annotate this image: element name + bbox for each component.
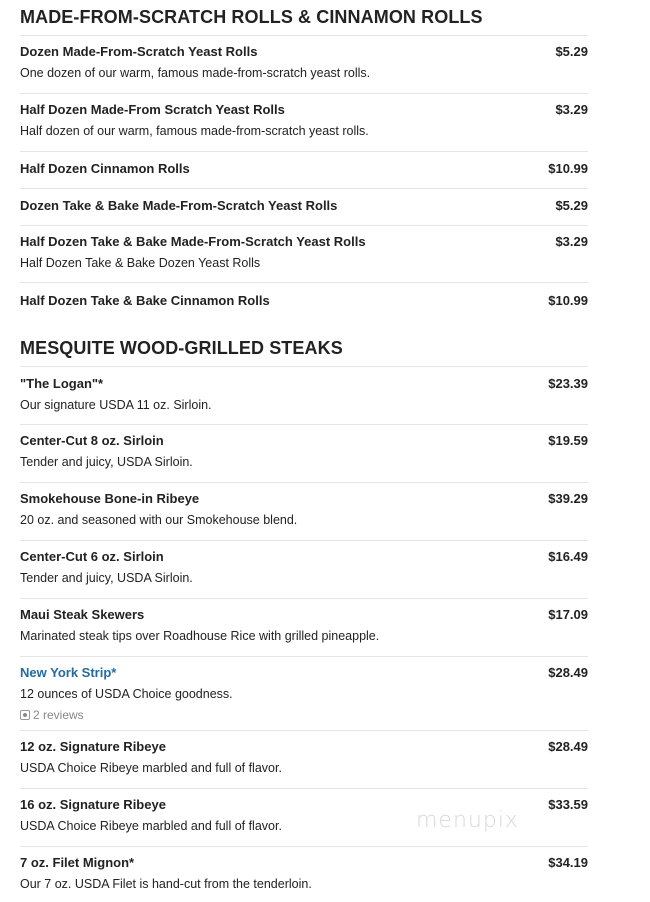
- menu-item: [20, 188, 588, 225]
- item-price: $39.29: [548, 491, 588, 506]
- item-description: 12 ounces of USDA Choice goodness.: [20, 687, 233, 701]
- item-name-link[interactable]: New York Strip*: [20, 665, 117, 680]
- item-price: $28.49: [548, 665, 588, 680]
- menu-item: [20, 93, 588, 151]
- item-price: $3.29: [555, 234, 588, 249]
- reviews-link[interactable]: [20, 708, 588, 722]
- menu-item: [20, 540, 588, 598]
- review-icon: [20, 710, 30, 720]
- item-name: Maui Steak Skewers: [20, 607, 145, 622]
- menu-item: [20, 846, 588, 896]
- item-name: 12 oz. Signature Ribeye: [20, 739, 166, 754]
- menu-item: [20, 151, 588, 188]
- item-description: Our signature USDA 11 oz. Sirloin.: [20, 398, 212, 412]
- item-name: Half Dozen Take & Bake Cinnamon Rolls: [20, 293, 270, 308]
- item-name: Center-Cut 8 oz. Sirloin: [20, 433, 164, 448]
- item-name: Dozen Take & Bake Made-From-Scratch Yeast Rolls: [20, 198, 338, 213]
- item-price: $17.09: [548, 607, 588, 622]
- item-name: Center-Cut 6 oz. Sirloin: [20, 549, 164, 564]
- item-price: $5.29: [555, 44, 588, 59]
- item-description: USDA Choice Ribeye marbled and full of flavor.: [20, 819, 282, 833]
- item-name: Dozen Made-From-Scratch Yeast Rolls: [20, 44, 258, 59]
- item-description: Tender and juicy, USDA Sirloin.: [20, 571, 193, 585]
- item-price: $19.59: [548, 433, 588, 448]
- item-price: $10.99: [548, 161, 588, 176]
- menu: [20, 0, 588, 896]
- item-name: Smokehouse Bone-in Ribeye: [20, 491, 200, 506]
- menu-item: [20, 656, 588, 730]
- watermark: menupix: [416, 808, 519, 833]
- item-price: $16.49: [548, 549, 588, 564]
- menu-item: [20, 598, 588, 656]
- item-description: One dozen of our warm, famous made-from-scratch yeast rolls.: [20, 66, 371, 80]
- item-price: $33.59: [548, 797, 588, 812]
- item-price: $28.49: [548, 739, 588, 754]
- item-name: "The Logan"*: [20, 376, 104, 391]
- section-title: MESQUITE WOOD-GRILLED STEAKS: [20, 338, 343, 358]
- item-description: Marinated steak tips over Roadhouse Rice with grilled pineapple.: [20, 629, 380, 643]
- menu-item: [20, 482, 588, 540]
- item-price: $23.39: [548, 376, 588, 391]
- menu-item: [20, 366, 588, 424]
- item-name: Half Dozen Take & Bake Made-From-Scratch Yeast Rolls: [20, 234, 366, 249]
- item-description: 20 oz. and seasoned with our Smokehouse blend.: [20, 513, 298, 527]
- item-price: $34.19: [548, 855, 588, 870]
- reviews-count: 2 reviews: [33, 708, 84, 722]
- item-name: 16 oz. Signature Ribeye: [20, 797, 166, 812]
- menu-item: [20, 730, 588, 788]
- item-description: Half dozen of our warm, famous made-from-scratch yeast rolls.: [20, 124, 369, 138]
- item-name: 7 oz. Filet Mignon*: [20, 855, 135, 870]
- menu-item: [20, 225, 588, 282]
- item-description: USDA Choice Ribeye marbled and full of flavor.: [20, 761, 282, 775]
- section-gap: [20, 319, 588, 337]
- item-description: Tender and juicy, USDA Sirloin.: [20, 455, 193, 469]
- item-name: Half Dozen Made-From Scratch Yeast Rolls: [20, 102, 285, 117]
- item-name: Half Dozen Cinnamon Rolls: [20, 161, 190, 176]
- item-description: Half Dozen Take & Bake Dozen Yeast Rolls: [20, 256, 261, 270]
- menu-item: [20, 35, 588, 93]
- item-description: Our 7 oz. USDA Filet is hand-cut from the tenderloin.: [20, 877, 312, 891]
- item-price: $5.29: [555, 198, 588, 213]
- item-price: $10.99: [548, 293, 588, 308]
- menu-item: [20, 282, 588, 319]
- menu-item: [20, 424, 588, 482]
- item-price: $3.29: [555, 102, 588, 117]
- section-title: MADE-FROM-SCRATCH ROLLS & CINNAMON ROLLS: [20, 7, 483, 27]
